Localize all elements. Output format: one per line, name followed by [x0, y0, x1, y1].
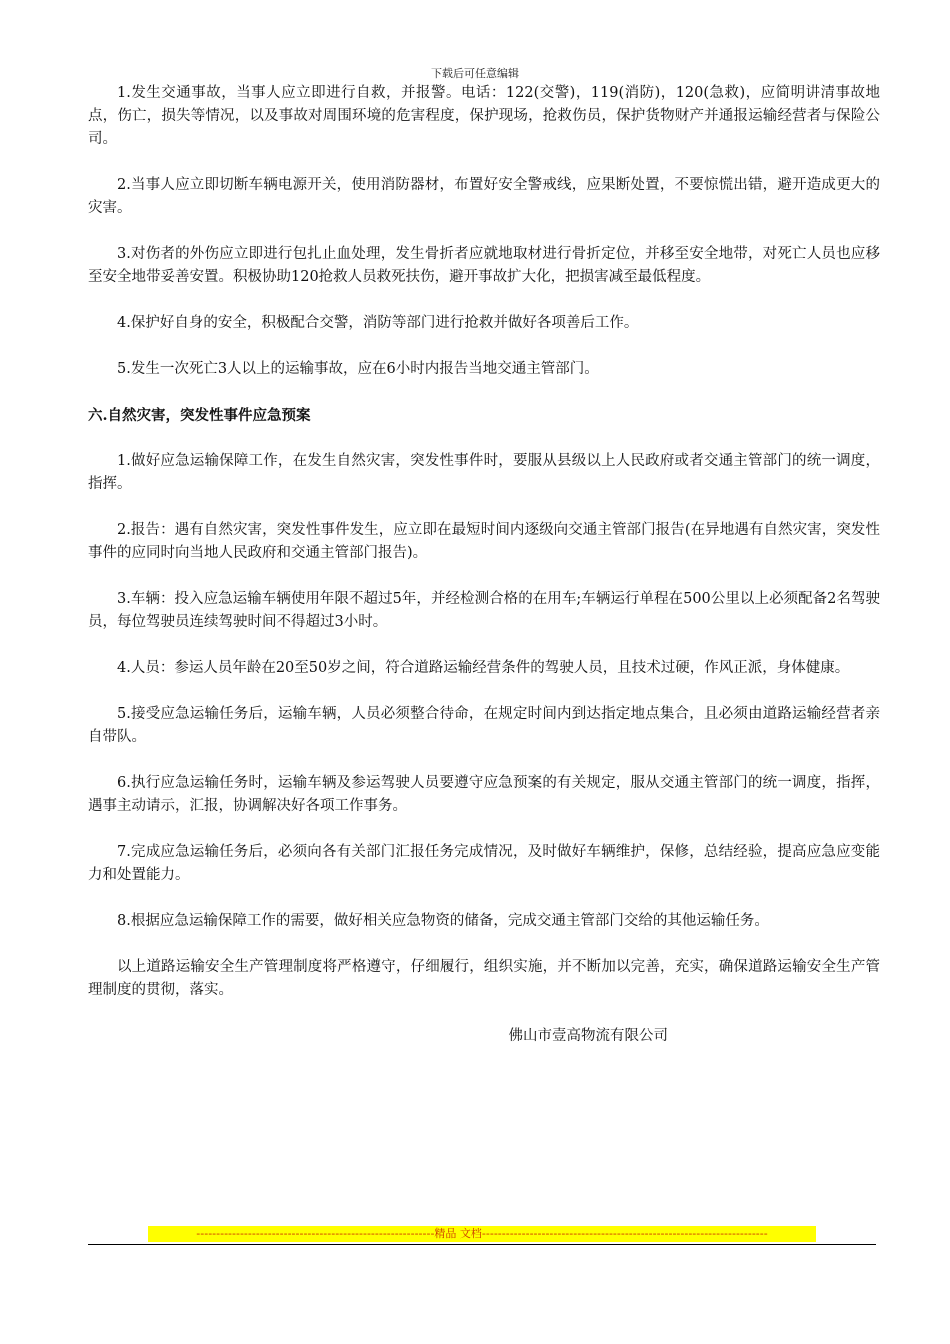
page-header-note: 下载后可任意编辑	[431, 67, 519, 80]
paragraph-accident-1: 1.发生交通事故，当事人应立即进行自救，并报警。电话：122(交警)，119(消防)，120(急救)，应简明讲清事故地点，伤亡，损失等情况，以及事故对周围环境的危害程度，保护现场，抢救伤员，保护货物财产并通报运输经营者与保险公司。	[88, 85, 880, 147]
paragraph-accident-5: 5.发生一次死亡3人以上的运输事故，应在6小时内报告当地交通主管部门。	[117, 361, 599, 377]
paragraph-emergency-4: 4.人员：参运人员年龄在20至50岁之间，符合道路运输经营条件的驾驶人员，且技术过硬，作风正派，身体健康。	[117, 660, 850, 676]
paragraph-emergency-1: 1.做好应急运输保障工作，在发生自然灾害，突发性事件时，要服从县级以上人民政府或者交通主管部门的统一调度，指挥。	[88, 453, 880, 492]
paragraph-emergency-3: 3.车辆：投入应急运输车辆使用年限不超过5年，并经检测合格的在用车;车辆运行单程在500公里以上必须配备2名驾驶员，每位驾驶员连续驾驶时间不得超过3小时。	[88, 591, 880, 630]
paragraph-emergency-2: 2.报告：遇有自然灾害，突发性事件发生，应立即在最短时间内逐级向交通主管部门报告(在异地遇有自然灾害，突发性事件的应同时向当地人民政府和交通主管部门报告)。	[88, 522, 880, 561]
closing-paragraph: 以上道路运输安全生产管理制度将严格遵守，仔细履行，组织实施，并不断加以完善，充实，确保道路运输安全生产管理制度的贯彻，落实。	[88, 959, 880, 998]
section-heading: 六.自然灾害，突发性事件应急预案	[88, 407, 311, 424]
company-signature: 佛山市壹高物流有限公司	[508, 1028, 668, 1044]
paragraph-emergency-8: 8.根据应急运输保障工作的需要，做好相关应急物资的储备，完成交通主管部门交给的其他运输任务。	[117, 913, 769, 929]
document-body	[88, 82, 880, 1048]
paragraph-accident-2: 2.当事人应立即切断车辆电源开关，使用消防器材，布置好安全警戒线，应果断处置，不要惊慌出错，避开造成更大的灾害。	[88, 177, 880, 216]
footer-banner: ------------------------------------------------------------精品 文档------------------------------------------------------------------------	[148, 1226, 816, 1242]
paragraph-accident-3: 3.对伤者的外伤应立即进行包扎止血处理，发生骨折者应就地取材进行骨折定位，并移至安全地带，对死亡人员也应移至安全地带妥善安置。积极协助120抢救人员救死扶伤，避开事故扩大化，把损害减至最低程度。	[88, 246, 880, 285]
paragraph-emergency-7: 7.完成应急运输任务后，必须向各有关部门汇报任务完成情况，及时做好车辆维护，保修，总结经验，提高应急应变能力和处置能力。	[88, 844, 880, 883]
footer-divider	[88, 1244, 876, 1245]
paragraph-accident-4: 4.保护好自身的安全，积极配合交警，消防等部门进行抢救并做好各项善后工作。	[117, 315, 639, 331]
paragraph-emergency-6: 6.执行应急运输任务时，运输车辆及参运驾驶人员要遵守应急预案的有关规定，服从交通主管部门的统一调度，指挥，遇事主动请示，汇报，协调解决好各项工作事务。	[88, 775, 880, 814]
paragraph-emergency-5: 5.接受应急运输任务后，运输车辆，人员必须整合待命，在规定时间内到达指定地点集合，且必须由道路运输经营者亲自带队。	[88, 706, 880, 745]
